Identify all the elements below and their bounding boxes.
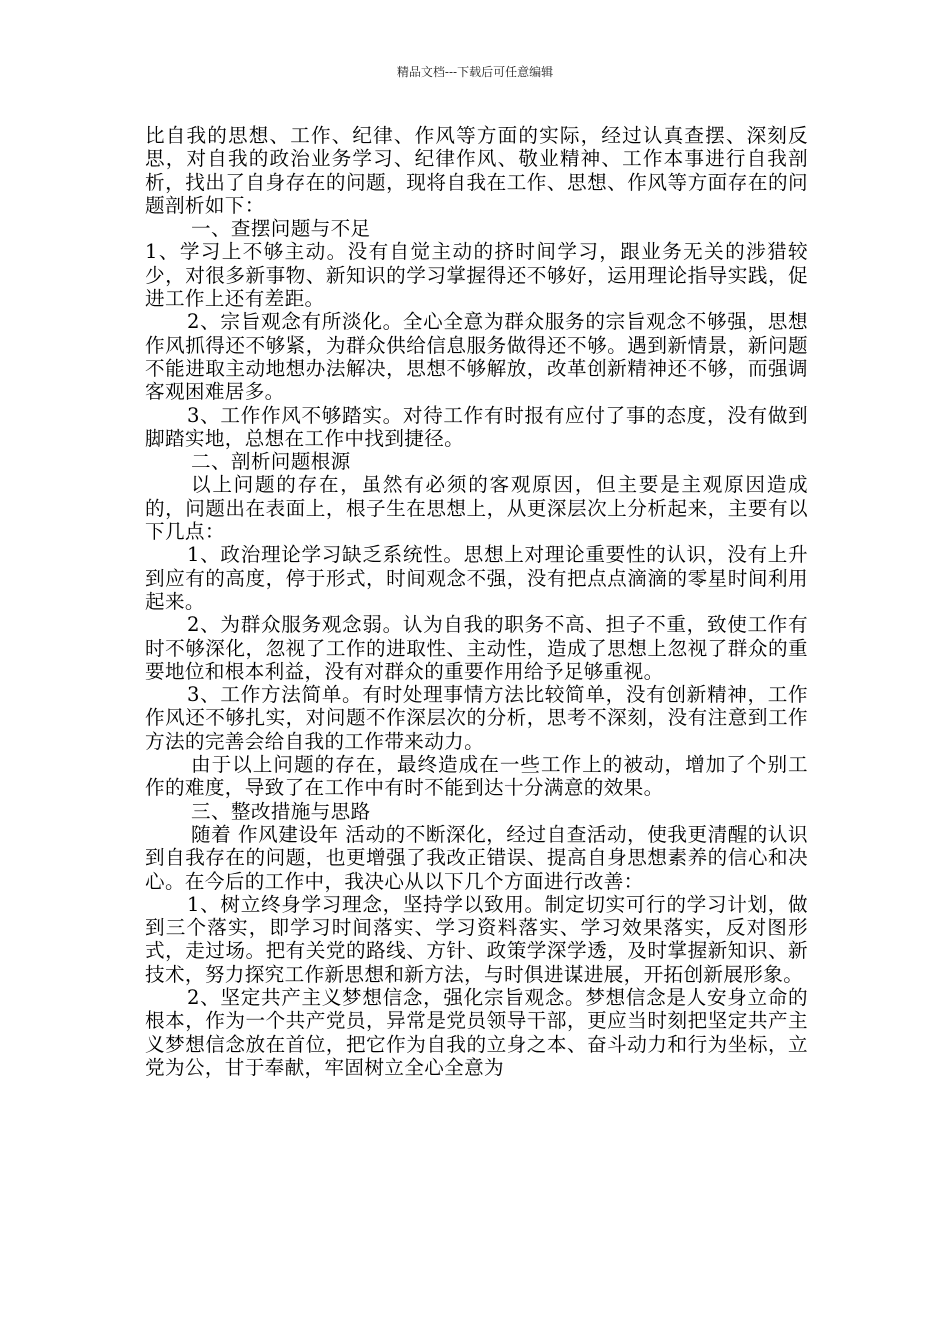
- paragraph-item: 3、工作作风不够踏实。对待工作有时报有应付了事的态度，没有做到脚踏实地，总想在工作中找到捷径。: [145, 403, 808, 450]
- paragraph-item: 1、学习上不够主动。没有自觉主动的挤时间学习，跟业务无关的涉猎较少，对很多新事物、新知识的学习掌握得还不够好，运用理论指导实践，促进工作上还有差距。: [145, 240, 808, 311]
- paragraph: 以上问题的存在，虽然有必须的客观原因，但主要是主观原因造成的，问题出在表面上，根子生在思想上，从更深层次上分析起来，主要有以下几点：: [145, 473, 808, 544]
- paragraph: 由于以上问题的存在，最终造成在一些工作上的被动，增加了个别工作的难度，导致了在工作中有时不能到达十分满意的效果。: [145, 753, 808, 800]
- paragraph-intro: 比自我的思想、工作、纪律、作风等方面的实际，经过认真查摆、深刻反思，对自我的政治业务学习、纪律作风、敬业精神、工作本事进行自我剖析，找出了自身存在的问题，现将自我在工作、思想、作风等方面存在的问题剖析如下：: [145, 124, 808, 217]
- section-heading-1: 一、查摆问题与不足: [191, 217, 371, 241]
- paragraph-item: 1、政治理论学习缺乏系统性。思想上对理论重要性的认识，没有上升到应有的高度，停于形式，时间观念不强，没有把点点滴滴的零星时间利用起来。: [145, 543, 808, 613]
- page-header: 精品文档---下载后可任意编辑: [396, 65, 554, 79]
- section-heading-3: 三、整改措施与思路: [191, 799, 371, 823]
- paragraph-item: 2、宗旨观念有所淡化。全心全意为群众服务的宗旨观念不够强，思想作风抓得还不够紧，为群众供给信息服务做得还不够。遇到新情景，新问题不能进取主动地想办法解决，思想不够解放，改革创新精神还不够，而强调客观困难居多。: [145, 310, 808, 404]
- paragraph: 随着 作风建设年 活动的不断深化，经过自查活动，使我更清醒的认识到自我存在的问题，也更增强了我改正错误、提高自身思想素养的信心和决心。在今后的工作中，我决心从以下几个方面进行改善：: [145, 822, 808, 893]
- paragraph-item: 1、树立终身学习理念，坚持学以致用。制定切实可行的学习计划，做到三个落实，即学习时间落实、学习资料落实、学习效果落实，反对图形式，走过场。把有关党的路线、方针、政策学深学透，及时掌握新知识、新技术，努力探究工作新思想和新方法，与时俱进谋进展，开拓创新展形象。: [145, 892, 808, 986]
- section-heading-2: 二、剖析问题根源: [191, 450, 351, 474]
- paragraph-item: 3、工作方法简单。有时处理事情方法比较简单，没有创新精神，工作作风还不够扎实，对问题不作深层次的分析，思考不深刻，没有注意到工作方法的完善会给自我的工作带来动力。: [145, 683, 808, 753]
- paragraph-item: 2、为群众服务观念弱。认为自我的职务不高、担子不重，致使工作有时不够深化，忽视了工作的进取性、主动性，造成了思想上忽视了群众的重要地位和根本利益，没有对群众的重要作用给予足够重视。: [145, 613, 808, 683]
- paragraph-item: 2、坚定共产主义梦想信念，强化宗旨观念。梦想信念是人安身立命的根本，作为一个共产党员，异常是党员领导干部，更应当时刻把坚定共产主义梦想信念放在首位，把它作为自我的立身之本、奋斗动力和行为坐标，立党为公，甘于奉献，牢固树立全心全意为: [145, 985, 808, 1079]
- document-body: [145, 124, 808, 1079]
